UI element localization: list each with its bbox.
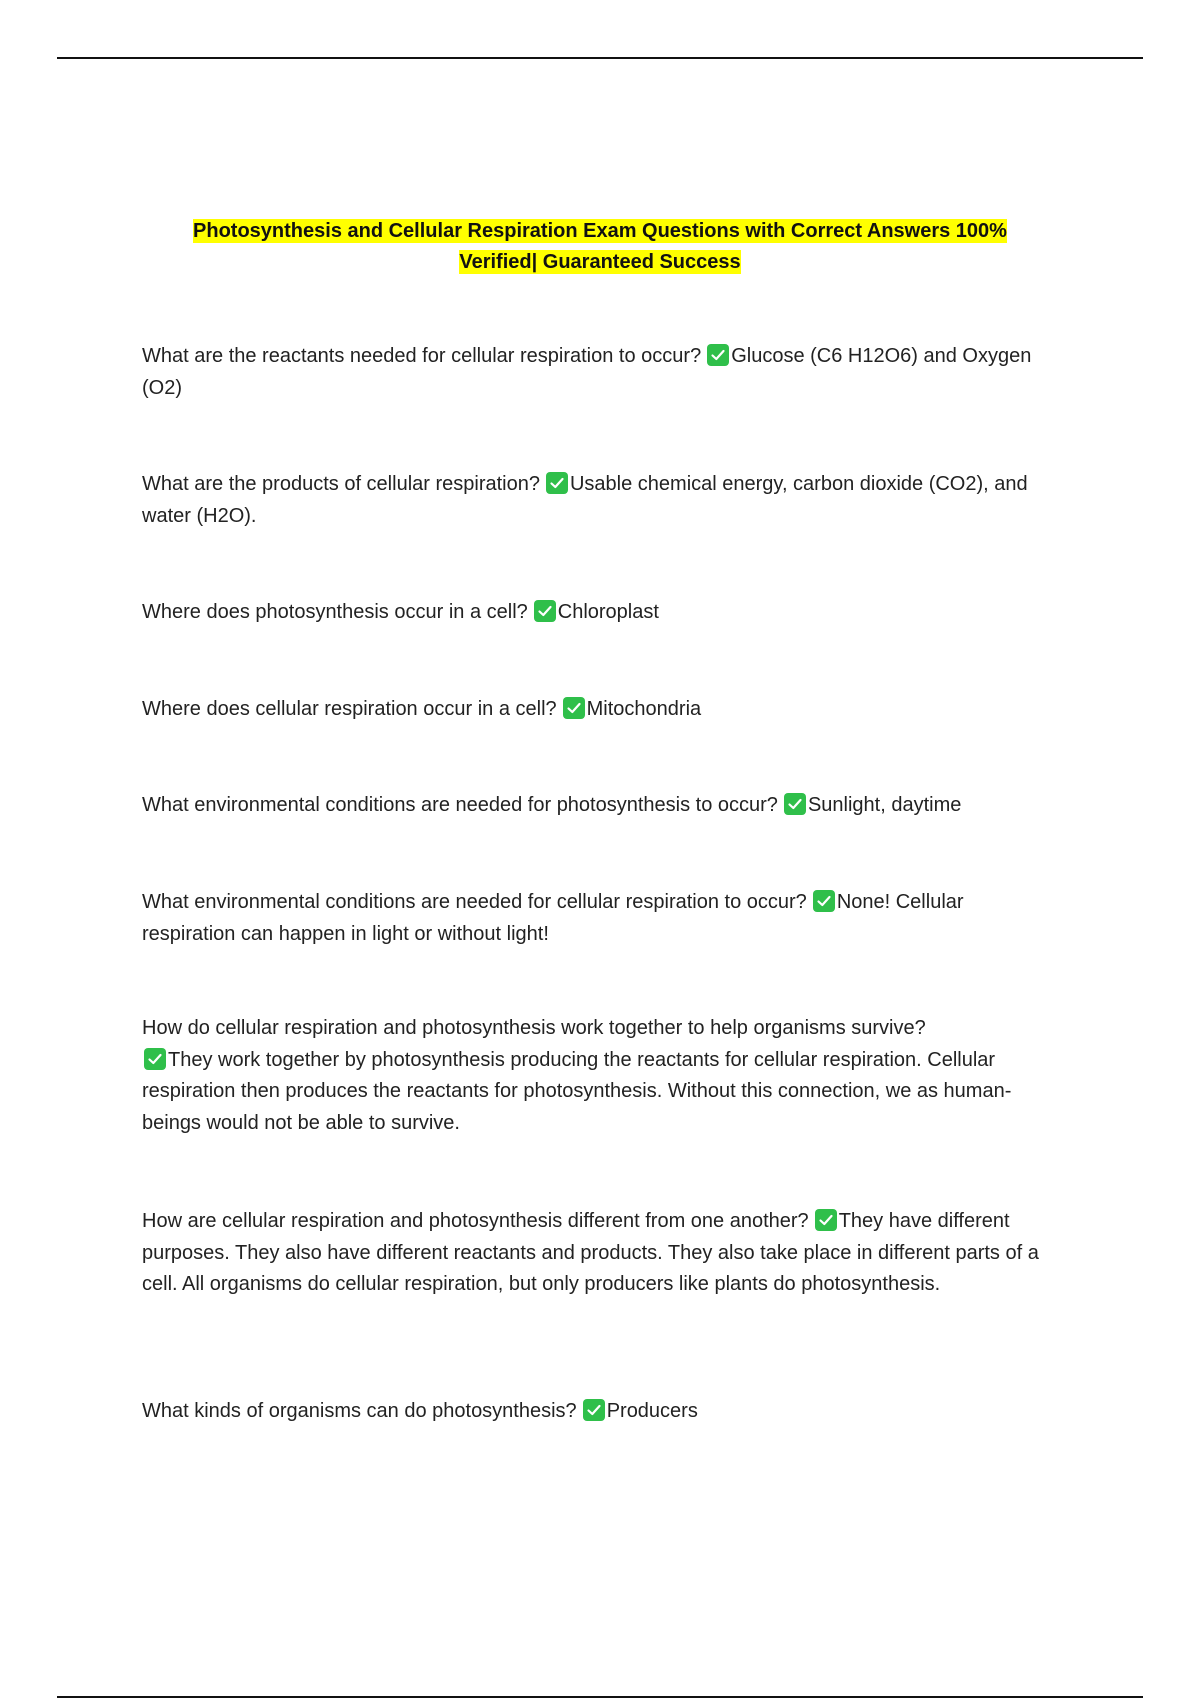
check-mark-icon [546, 472, 568, 494]
answer-text: Producers [606, 1400, 698, 1422]
check-mark-icon [707, 344, 729, 366]
answer-text: Glucose (C6 H12O6) and Oxygen (O2) [142, 345, 1032, 399]
qa-item-2 [142, 469, 1062, 532]
question-text: What are the products of cellular respiration? [142, 473, 540, 495]
question-text: Where does cellular respiration occur in a cell? [142, 698, 557, 720]
answer-text: Mitochondria [586, 698, 702, 720]
question-text: What environmental conditions are needed for photosynthesis to occur? [142, 794, 778, 816]
qa-item-7 [142, 1013, 1062, 1139]
check-mark-icon [583, 1399, 605, 1421]
question-text: What kinds of organisms can do photosynthesis? [142, 1400, 577, 1422]
check-mark-icon [815, 1209, 837, 1231]
answer-text: Sunlight, daytime [807, 794, 962, 816]
question-text: Where does photosynthesis occur in a cell? [142, 601, 528, 623]
answer-text: Usable chemical energy, carbon dioxide (CO2), and water (H2O). [142, 473, 1028, 527]
bottom-rule [57, 1696, 1143, 1698]
qa-item-1 [142, 341, 1062, 404]
check-mark-icon [813, 890, 835, 912]
answer-text: Chloroplast [557, 601, 659, 623]
qa-item-4 [142, 694, 1062, 726]
question-text: How are cellular respiration and photosynthesis different from one another? [142, 1210, 809, 1232]
answer-text: They work together by photosynthesis producing the reactants for cellular respiration. Cellular respiration then produces the reactants for photosynthesis. Without this connection, we as human-beings would not be able to survive. [142, 1048, 1012, 1134]
qa-item-5 [142, 790, 1062, 822]
title-line-1: Photosynthesis and Cellular Respiration Exam Questions with Correct Answers 100% [193, 220, 1007, 242]
question-text: What are the reactants needed for cellular respiration to occur? [142, 345, 702, 367]
qa-item-6 [142, 887, 1062, 950]
check-mark-icon [534, 600, 556, 622]
check-mark-icon [144, 1048, 166, 1070]
title-line-2: Verified| Guaranteed Success [459, 251, 741, 273]
answer-text: They have different purposes. They also have different reactants and products. They also take place in different parts of a cell. All organisms do cellular respiration, but only producers like plants do photosynthesis. [142, 1210, 1039, 1295]
question-text: What environmental conditions are needed for cellular respiration to occur? [142, 891, 807, 913]
qa-item-3 [142, 597, 1062, 629]
question-text: How do cellular respiration and photosynthesis work together to help organisms survive? [142, 1017, 926, 1039]
top-rule [57, 57, 1143, 59]
check-mark-icon [784, 793, 806, 815]
qa-item-8 [142, 1206, 1062, 1301]
document-title [140, 216, 1060, 278]
check-mark-icon [563, 697, 585, 719]
qa-item-9 [142, 1396, 1062, 1428]
answer-text: None! Cellular respiration can happen in light or without light! [142, 891, 964, 945]
